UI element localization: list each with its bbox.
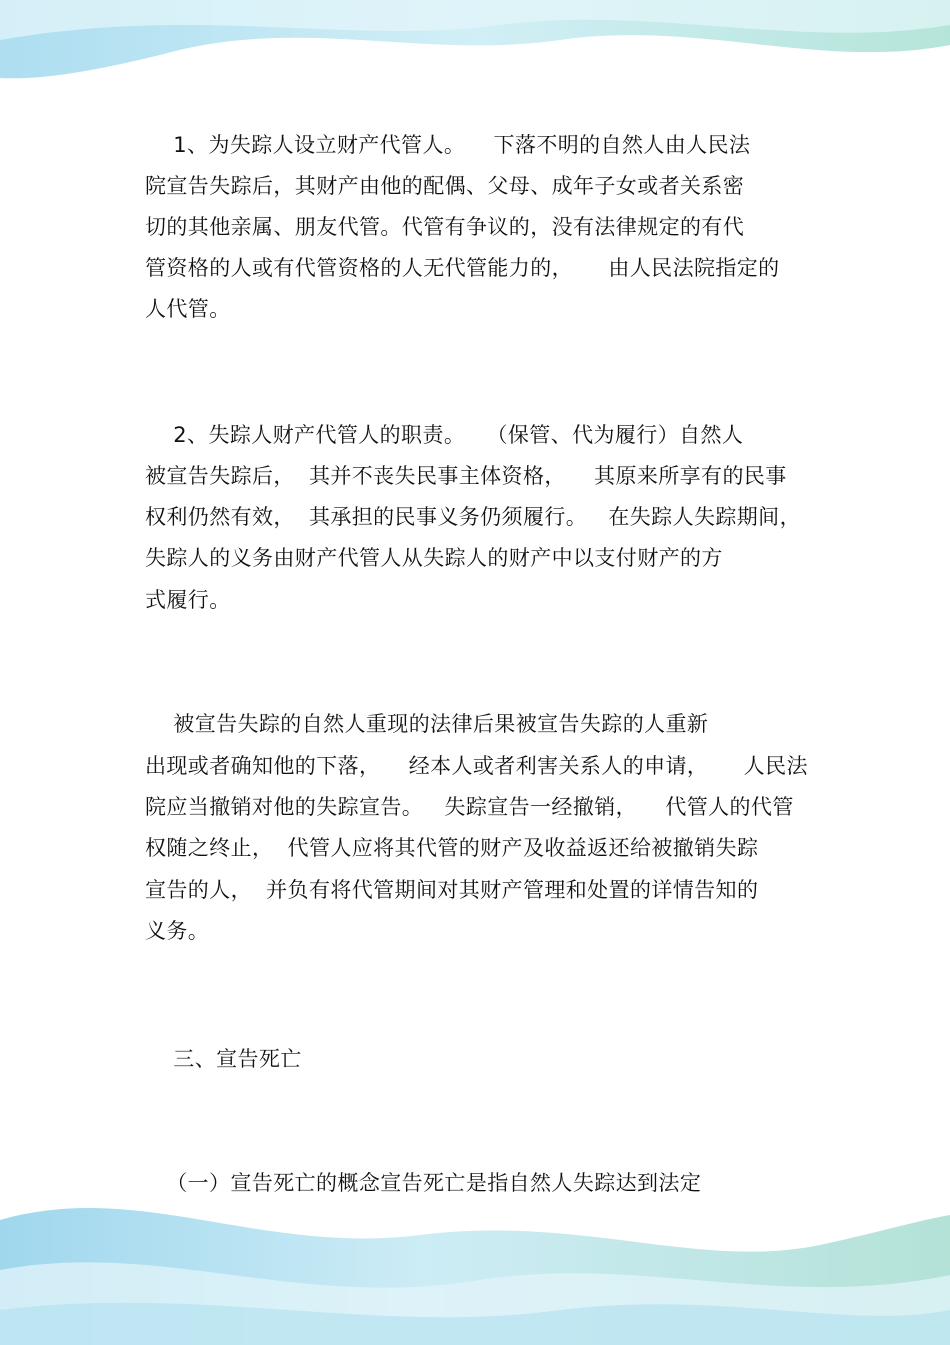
text-line: 2、失踪人财产代管人的职责。 （保管、代为履行）自然人: [145, 423, 744, 447]
text-line: 权随之终止， 代管人应将其代管的财产及收益返还给被撤销失踪: [145, 836, 759, 860]
text-line: 出现或者确知他的下落， 经本人或者利害关系人的申请， 人民法: [145, 754, 808, 778]
top-wave-decoration: [0, 0, 950, 110]
text-line: 权利仍然有效， 其承担的民事义务仍须履行。 在失踪人失踪期间，: [145, 505, 801, 529]
text-line: 宣告的人， 并负有将代管期间对其财产管理和处置的详情告知的: [145, 878, 759, 902]
text-line: 失踪人的义务由财产代管人从失踪人的财产中以支付财产的方: [145, 546, 723, 570]
text-line: 人代管。: [145, 297, 231, 321]
text-line: （一）宣告死亡的概念宣告死亡是指自然人失踪达到法定: [145, 1171, 702, 1195]
text-line: 切的其他亲属、朋友代管。代管有争议的，没有法律规定的有代: [145, 215, 745, 239]
text-line: 院应当撤销对他的失踪宣告。 失踪宣告一经撤销， 代管人的代管: [145, 795, 794, 819]
text-line: 式履行。: [145, 588, 231, 612]
text-line: 被宣告失踪的自然人重现的法律后果被宣告失踪的人重新: [145, 712, 709, 736]
text-line: 管资格的人或有代管资格的人无代管能力的， 由人民法院指定的: [145, 256, 780, 280]
text-line: 1、为失踪人设立财产代管人。 下落不明的自然人由人民法: [145, 133, 751, 157]
text-line: 义务。: [145, 919, 210, 943]
text-line: 被宣告失踪后， 其并不丧失民事主体资格， 其原来所享有的民事: [145, 464, 787, 488]
section-heading: 三、宣告死亡: [145, 1047, 302, 1071]
text-line: 院宣告失踪后，其财产由他的配偶、父母、成年子女或者关系密: [145, 174, 745, 198]
